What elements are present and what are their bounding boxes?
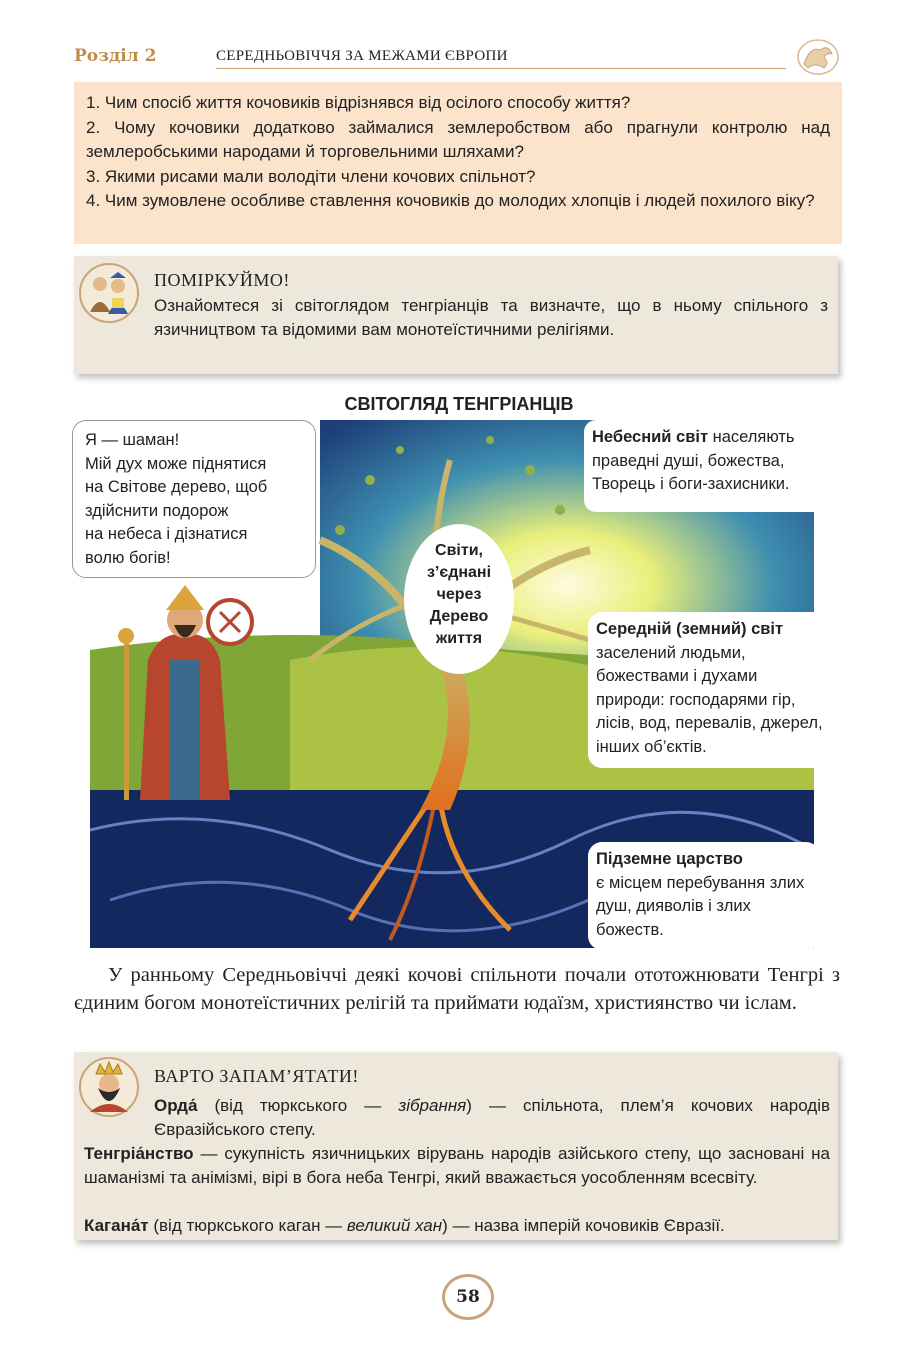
- remember-heading: ВАРТО ЗАПАМ’ЯТАТИ!: [154, 1066, 359, 1086]
- question-item: 4. Чим зумовлене особливе ставлення кочовиків до молодих хлопців і людей похилого віку?: [86, 191, 815, 211]
- speech-line: здійснити подорож: [85, 501, 229, 520]
- scholars-icon: [78, 262, 140, 324]
- center-label: Світи, з’єднані через Дерево життя: [404, 524, 514, 674]
- chapter-title: СЕРЕДНЬОВІЧЧЯ ЗА МЕЖАМИ ЄВРОПИ: [216, 48, 508, 64]
- middle-world-label: [588, 612, 834, 768]
- think-box: [74, 256, 838, 374]
- underworld-title: Підземне царство: [596, 850, 743, 868]
- page-header: [74, 40, 864, 74]
- middle-world-text: заселений людьми, божествами і духами природи: господарями гір, лісів, вод, перевалів, джерел, інших об’єктів.: [596, 643, 823, 756]
- question-item: 3. Якими рисами мали володіти члени кочових спільнот?: [86, 166, 536, 186]
- definition-orda: Орда́ (від тюркського — зібрання) — спільнота, плем’я кочових народів Євразійського степу.: [154, 1096, 831, 1139]
- body-paragraph: У ранньому Середньовіччі деякі кочові спільноти почали ототожнювати Тенгрі з єдиним богом монотеїстичних релігій та приймати юдаїзм, християнство чи іслам.: [74, 964, 840, 1014]
- think-heading: ПОМІРКУЙМО!: [154, 270, 290, 290]
- speech-line: Мій дух може піднятися: [85, 454, 267, 473]
- middle-world-title: Середній (земний) світ: [596, 620, 784, 638]
- sky-world-title: Небесний світ: [592, 428, 709, 446]
- king-portrait-icon: [78, 1056, 140, 1118]
- underworld-label: [588, 842, 820, 950]
- section-label: Розділ 2: [74, 46, 157, 66]
- sky-world-label: [584, 420, 846, 512]
- questions-block: [74, 82, 842, 244]
- speech-line: на небеса і дізнатися: [85, 525, 248, 543]
- speech-line: волю богів!: [85, 548, 171, 567]
- header-divider: [216, 68, 786, 69]
- speech-line: Я — шаман!: [85, 431, 180, 449]
- underworld-text: є місцем перебування злих душ, дияволів і злих божеств.: [596, 873, 805, 939]
- shaman-speech-bubble: [72, 420, 316, 578]
- dragon-emblem-icon: [794, 36, 842, 78]
- sky-world-text: населяють праведні душі, божества, Творець і боги-захисники.: [592, 428, 795, 493]
- think-text: Ознайомтеся зі світоглядом тенгріанців та визначте, що в ньому спільного з язичництвом та відомими вам монотеїстичними релігіями.: [154, 296, 828, 339]
- remember-box: [74, 1052, 838, 1240]
- question-item: 1. Чим спосіб життя кочовиків відрізнявся від осілого способу життя?: [86, 93, 631, 112]
- question-item: 2. Чому кочовики додатково займалися землеробством або прагнули контролю над землеробськими народами й торговельними шляхами?: [86, 117, 830, 162]
- definition-khaganate: Кагана́т (від тюркського каган — великий хан) — назва імперій кочовиків Євразії.: [84, 1216, 725, 1235]
- page-number: 58: [442, 1274, 494, 1320]
- definition-tengrianism: Тенгріа́нство — сукупність язичницьких вірувань народів азійського степу, що засновані на шаманізмі та анімізмі, вірі в бога неба Тенгрі, який вважається уособленням всесвіту.: [84, 1144, 830, 1187]
- diagram-title: СВІТОГЛЯД ТЕНГРІАНЦІВ: [344, 394, 574, 414]
- speech-line: на Світове дерево, щоб: [85, 478, 268, 496]
